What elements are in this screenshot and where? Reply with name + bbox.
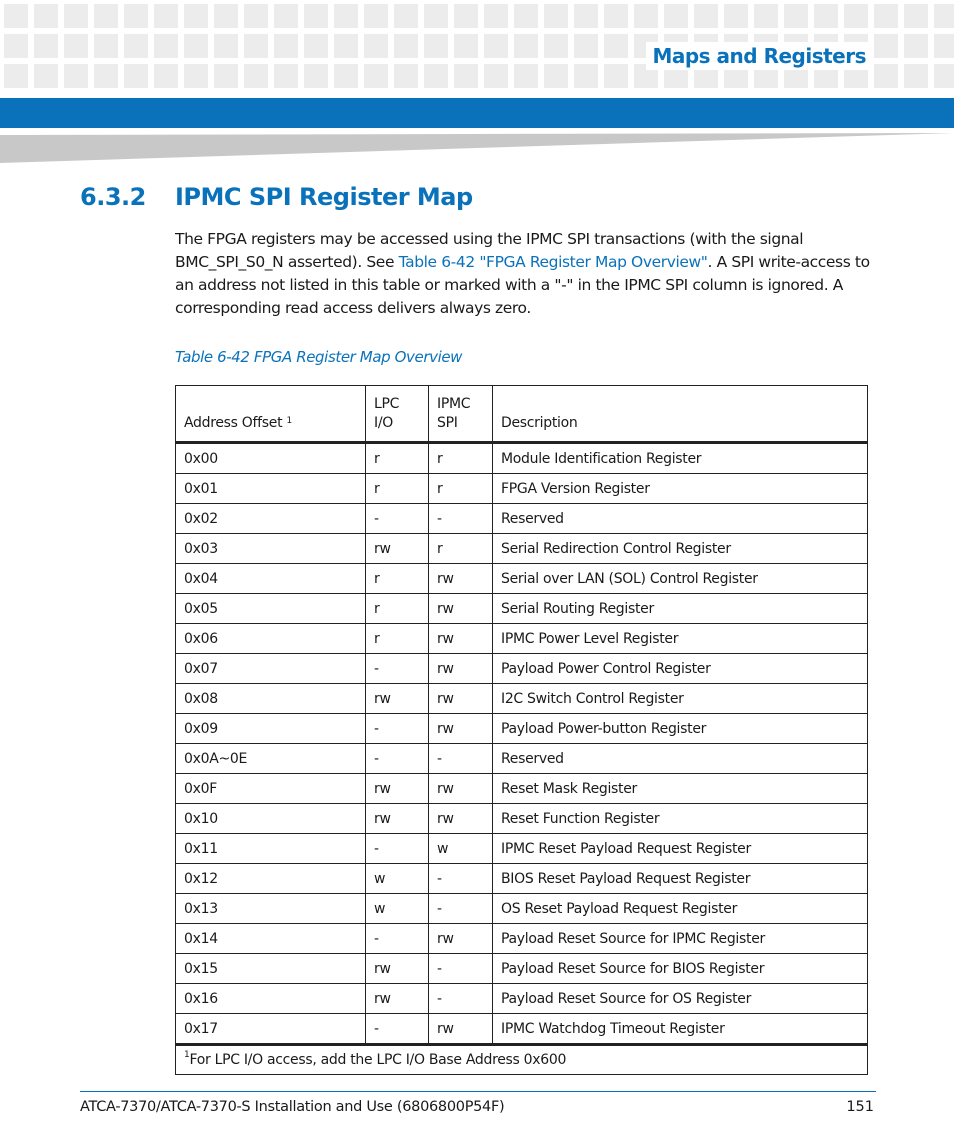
pattern-square (904, 4, 928, 28)
pattern-square (424, 64, 448, 88)
cell-ipmc-spi: rw (429, 684, 493, 714)
cell-address: 0x14 (176, 924, 366, 954)
table-footnote-row (176, 1045, 868, 1075)
cell-description: IPMC Power Level Register (493, 624, 868, 654)
pattern-square (394, 64, 418, 88)
cell-description: FPGA Version Register (493, 474, 868, 504)
cell-lpc-io: r (366, 594, 429, 624)
pattern-square (514, 64, 538, 88)
pattern-square (334, 34, 358, 58)
pattern-square (934, 4, 954, 28)
pattern-square (64, 64, 88, 88)
table-row (176, 624, 868, 654)
cell-ipmc-spi: rw (429, 564, 493, 594)
register-table (175, 385, 868, 1075)
cell-description: Serial Redirection Control Register (493, 534, 868, 564)
cell-address: 0x03 (176, 534, 366, 564)
cell-lpc-io: r (366, 564, 429, 594)
pattern-square (634, 4, 658, 28)
pattern-square (34, 4, 58, 28)
footer-page-number: 151 (846, 1099, 874, 1115)
pattern-square (394, 4, 418, 28)
table-row (176, 684, 868, 714)
header-wedge (0, 133, 954, 163)
cell-ipmc-spi: r (429, 534, 493, 564)
cell-lpc-io: rw (366, 984, 429, 1014)
cell-description: Payload Reset Source for IPMC Register (493, 924, 868, 954)
cell-address: 0x04 (176, 564, 366, 594)
cell-ipmc-spi: rw (429, 924, 493, 954)
table-row (176, 443, 868, 474)
pattern-square (154, 4, 178, 28)
pattern-square (214, 34, 238, 58)
pattern-square (754, 4, 778, 28)
table-caption: Table 6-42 FPGA Register Map Overview (175, 348, 463, 366)
cell-description: Reserved (493, 504, 868, 534)
cell-ipmc-spi: rw (429, 774, 493, 804)
pattern-square (4, 64, 28, 88)
header-description: Description (493, 386, 868, 443)
pattern-square (484, 34, 508, 58)
cell-ipmc-spi: rw (429, 804, 493, 834)
table-row (176, 1014, 868, 1045)
cell-address: 0x09 (176, 714, 366, 744)
pattern-square (274, 64, 298, 88)
pattern-square (604, 64, 628, 88)
cell-address: 0x11 (176, 834, 366, 864)
table-row (176, 744, 868, 774)
header-title: Maps and Registers (646, 42, 872, 70)
pattern-square (604, 4, 628, 28)
pattern-square (364, 64, 388, 88)
pattern-square (214, 64, 238, 88)
pattern-square (64, 34, 88, 58)
cell-address: 0x17 (176, 1014, 366, 1045)
cell-lpc-io: - (366, 744, 429, 774)
pattern-square (874, 64, 898, 88)
footer-document-title: ATCA-7370/ATCA-7370-S Installation and Use (6806800P54F) (80, 1099, 505, 1115)
pattern-square (844, 4, 868, 28)
pattern-square (364, 4, 388, 28)
pattern-square (94, 64, 118, 88)
cell-lpc-io: r (366, 624, 429, 654)
pattern-square (874, 34, 898, 58)
table-header-row (176, 386, 868, 443)
pattern-square (784, 4, 808, 28)
footer-rule (80, 1091, 876, 1092)
cell-lpc-io: r (366, 474, 429, 504)
cell-ipmc-spi: - (429, 894, 493, 924)
pattern-square (934, 34, 954, 58)
cell-lpc-io: - (366, 834, 429, 864)
header-lpc: LPC I/O (366, 386, 429, 443)
header-address: Address Offset $^1$ (176, 386, 366, 443)
cell-address: 0x05 (176, 594, 366, 624)
table-row (176, 564, 868, 594)
cell-lpc-io: rw (366, 804, 429, 834)
pattern-square (694, 4, 718, 28)
pattern-square (514, 4, 538, 28)
pattern-square (184, 4, 208, 28)
cell-ipmc-spi: rw (429, 624, 493, 654)
pattern-square (4, 34, 28, 58)
table-row (176, 594, 868, 624)
pattern-square (574, 64, 598, 88)
cell-description: Module Identification Register (493, 443, 868, 474)
pattern-square (454, 34, 478, 58)
pattern-square (154, 64, 178, 88)
pattern-square (514, 34, 538, 58)
cell-address: 0x13 (176, 894, 366, 924)
cell-address: 0x15 (176, 954, 366, 984)
pattern-square (424, 34, 448, 58)
cell-description: OS Reset Payload Request Register (493, 894, 868, 924)
table-row (176, 534, 868, 564)
cell-address: 0x16 (176, 984, 366, 1014)
pattern-square (874, 4, 898, 28)
pattern-square (814, 4, 838, 28)
pattern-square (244, 34, 268, 58)
cell-lpc-io: w (366, 864, 429, 894)
cell-description: I2C Switch Control Register (493, 684, 868, 714)
cell-lpc-io: - (366, 714, 429, 744)
table-row (176, 654, 868, 684)
cell-address: 0x07 (176, 654, 366, 684)
cell-description: Reserved (493, 744, 868, 774)
cell-description: Payload Reset Source for OS Register (493, 984, 868, 1014)
section-title: IPMC SPI Register Map (175, 183, 473, 211)
cell-description: Serial over LAN (SOL) Control Register (493, 564, 868, 594)
pattern-square (184, 64, 208, 88)
pattern-square (214, 4, 238, 28)
pattern-square (904, 64, 928, 88)
pattern-square (124, 4, 148, 28)
pattern-square (334, 4, 358, 28)
cell-ipmc-spi: r (429, 443, 493, 474)
pattern-square (154, 34, 178, 58)
pattern-square (454, 4, 478, 28)
pattern-square (244, 64, 268, 88)
cell-ipmc-spi: rw (429, 594, 493, 624)
pattern-square (304, 34, 328, 58)
cell-address: 0x00 (176, 443, 366, 474)
pattern-square (304, 64, 328, 88)
pattern-square (574, 4, 598, 28)
cell-lpc-io: - (366, 504, 429, 534)
cell-description: Reset Function Register (493, 804, 868, 834)
cell-address: 0x0A~0E (176, 744, 366, 774)
pattern-square (664, 4, 688, 28)
cell-description: Payload Reset Source for BIOS Register (493, 954, 868, 984)
table-row (176, 954, 868, 984)
pattern-square (244, 4, 268, 28)
table-row (176, 504, 868, 534)
table-row (176, 804, 868, 834)
cell-lpc-io: r (366, 443, 429, 474)
pattern-square (4, 4, 28, 28)
pattern-square (364, 34, 388, 58)
cell-lpc-io: - (366, 924, 429, 954)
table-row (176, 774, 868, 804)
cell-ipmc-spi: rw (429, 714, 493, 744)
cell-description: Payload Power Control Register (493, 654, 868, 684)
cell-lpc-io: w (366, 894, 429, 924)
table-footnote: $^1$For LPC I/O access, add the LPC I/O Base Address 0x600 (176, 1045, 868, 1075)
pattern-square (904, 34, 928, 58)
table-row (176, 714, 868, 744)
pattern-square (604, 34, 628, 58)
table-row (176, 474, 868, 504)
pattern-square (124, 64, 148, 88)
table-row (176, 924, 868, 954)
pattern-square (544, 34, 568, 58)
pattern-square (64, 4, 88, 28)
cell-lpc-io: rw (366, 774, 429, 804)
cell-address: 0x06 (176, 624, 366, 654)
cell-ipmc-spi: rw (429, 654, 493, 684)
cell-lpc-io: - (366, 654, 429, 684)
pattern-square (934, 64, 954, 88)
pattern-square (94, 4, 118, 28)
cell-description: BIOS Reset Payload Request Register (493, 864, 868, 894)
section-paragraph: The FPGA registers may be accessed using the IPMC SPI transactions (with the signal BMC_SPI_S0_N asserted). See Table 6-42 "FPGA Register Map Overview". A SPI write-access to an address not listed in this table or marked with a "-" in the IPMC SPI column is ignored. A corresponding read access delivers always zero. (175, 230, 870, 317)
pattern-square (274, 34, 298, 58)
cell-description: IPMC Reset Payload Request Register (493, 834, 868, 864)
pattern-square (34, 64, 58, 88)
table-row (176, 864, 868, 894)
pattern-square (334, 64, 358, 88)
cell-description: Payload Power-button Register (493, 714, 868, 744)
table-row (176, 894, 868, 924)
cell-ipmc-spi: - (429, 864, 493, 894)
cell-ipmc-spi: rw (429, 1014, 493, 1045)
cell-lpc-io: rw (366, 684, 429, 714)
cell-address: 0x0F (176, 774, 366, 804)
pattern-square (274, 4, 298, 28)
pattern-square (304, 4, 328, 28)
cell-ipmc-spi: - (429, 984, 493, 1014)
cell-address: 0x08 (176, 684, 366, 714)
pattern-square (184, 34, 208, 58)
cell-address: 0x01 (176, 474, 366, 504)
pattern-square (34, 34, 58, 58)
pattern-square (484, 4, 508, 28)
table-reference-link[interactable]: Table 6-42 "FPGA Register Map Overview" (398, 253, 708, 271)
cell-ipmc-spi: - (429, 744, 493, 774)
cell-description: IPMC Watchdog Timeout Register (493, 1014, 868, 1045)
cell-address: 0x12 (176, 864, 366, 894)
cell-description: Serial Routing Register (493, 594, 868, 624)
pattern-square (574, 34, 598, 58)
cell-ipmc-spi: - (429, 504, 493, 534)
cell-lpc-io: - (366, 1014, 429, 1045)
section-number: 6.3.2 (80, 183, 146, 211)
pattern-square (454, 64, 478, 88)
pattern-square (484, 64, 508, 88)
pattern-square (544, 64, 568, 88)
table-row (176, 834, 868, 864)
cell-address: 0x10 (176, 804, 366, 834)
table-row (176, 984, 868, 1014)
pattern-square (124, 34, 148, 58)
cell-address: 0x02 (176, 504, 366, 534)
cell-lpc-io: rw (366, 534, 429, 564)
cell-description: Reset Mask Register (493, 774, 868, 804)
cell-ipmc-spi: w (429, 834, 493, 864)
pattern-square (94, 34, 118, 58)
pattern-square (544, 4, 568, 28)
pattern-square (724, 4, 748, 28)
cell-ipmc-spi: r (429, 474, 493, 504)
pattern-square (394, 34, 418, 58)
cell-ipmc-spi: - (429, 954, 493, 984)
header-band (0, 98, 954, 128)
pattern-square (424, 4, 448, 28)
header-ipmc: IPMC SPI (429, 386, 493, 443)
cell-lpc-io: rw (366, 954, 429, 984)
